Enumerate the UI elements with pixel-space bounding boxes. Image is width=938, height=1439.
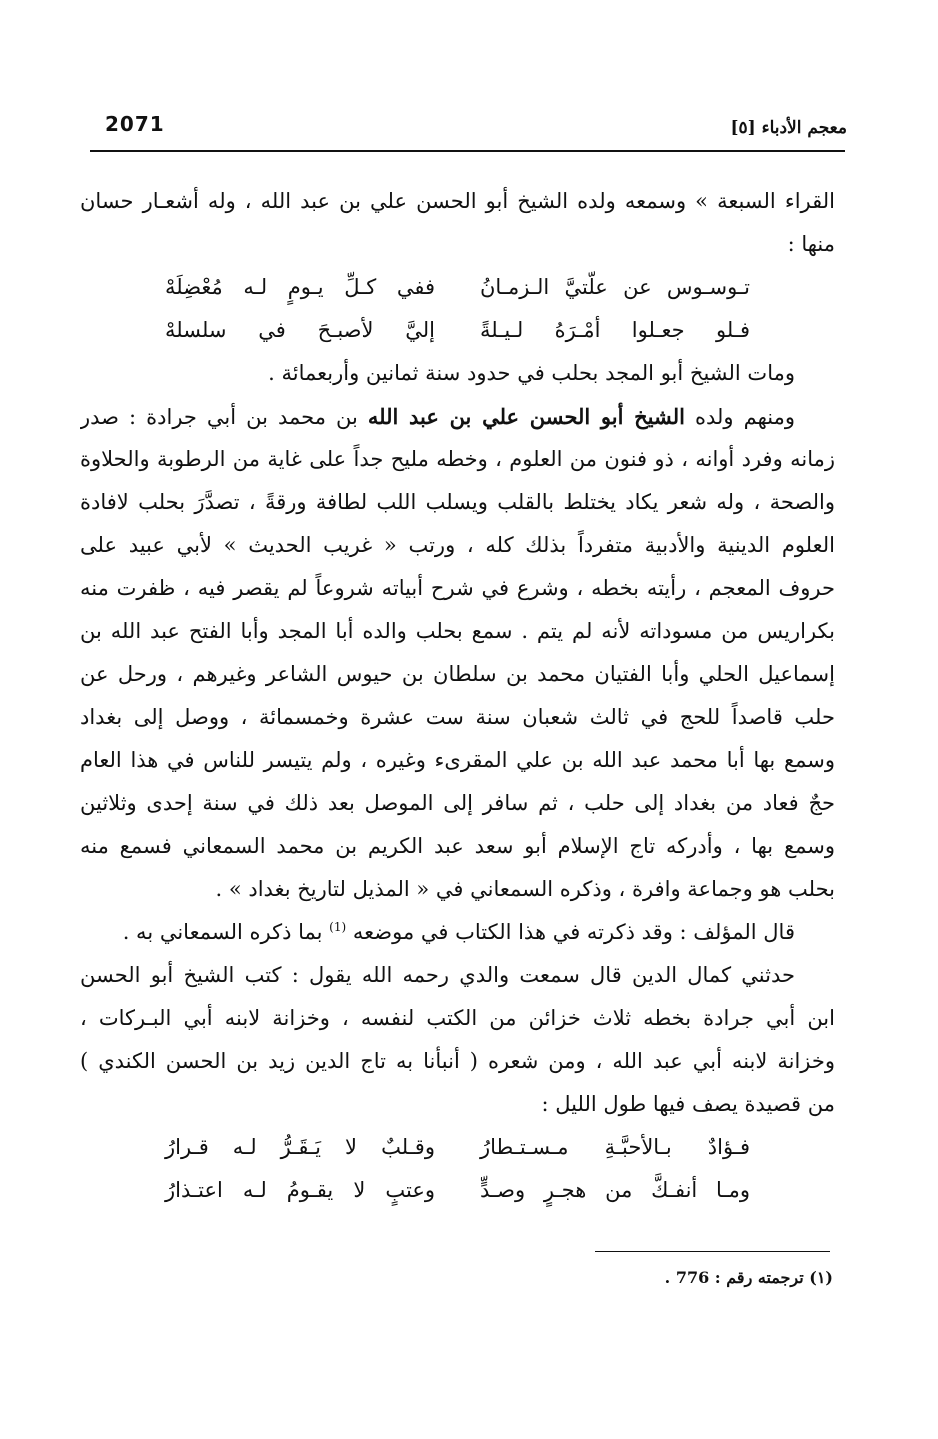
text-line: وخزانة لابنه أبي عبد الله ، ومن شعره ( أنبأنا به تاج الدين زيد بن الحسن الكندي ) bbox=[80, 1049, 835, 1073]
verse-line bbox=[80, 1169, 835, 1212]
text-line: بحلب هو وجماعة وافرة ، وذكره السمعاني في « المذيل لتاريخ بغداد » . bbox=[215, 877, 835, 901]
text-line: العلوم الدينية والأدبية متفرداً بذلك كله ، ورتب « غريب الحديث » لأبي عبيد على bbox=[80, 533, 835, 557]
text-line: والصحة ، وله شعر يكاد يختلط بالقلب ويسلب اللب لطافة ورقةً ، تصدَّرَ بحلب لافادة bbox=[80, 490, 835, 514]
verse-line bbox=[80, 266, 835, 309]
footnote-rule bbox=[595, 1251, 830, 1252]
text-line: وسمع بها أبا محمد عبد الله بن علي المقرىء وغيره ، ولم يتيسر للناس في هذا العام bbox=[80, 748, 835, 772]
text-line: إسماعيل الحلي وأبا الفتيان محمد بن سلطان بن حيوس الشاعر وغيرهم ، ورحل عن bbox=[80, 662, 835, 686]
text-span: بن محمد بن أبي جرادة : صدر bbox=[80, 405, 368, 429]
text-line: القراء السبعة » وسمعه ولده الشيخ أبو الحسن علي بن عبد الله ، وله أشعـار حسان bbox=[80, 189, 835, 213]
verse-hemistich-second: وعتبٍ لا يقـومُ لـه اعتـذارُ bbox=[165, 1178, 435, 1202]
text-span: ومنهم ولده bbox=[684, 405, 795, 429]
text-line: حدثني كمال الدين قال سمعت والدي رحمه الله يقول : كتب الشيخ أبو الحسن bbox=[80, 963, 795, 987]
verse-line bbox=[80, 1126, 835, 1169]
verse-hemistich-first: فـلو جعـلوا أمْـرَهُ لـيـلةً bbox=[480, 318, 750, 342]
verse-hemistich-first: تـوسـوس عن علّتيَّ الـزمـانُ bbox=[480, 275, 750, 299]
main-text bbox=[80, 180, 835, 1212]
text-line bbox=[80, 911, 835, 954]
footnote-reference[interactable]: (1) bbox=[329, 920, 347, 934]
biography-subject-name: الشيخ أبو الحسن علي بن عبد الله bbox=[367, 404, 685, 429]
verse-hemistich-second: ففي كـلِّ يـومٍ لـه مُعْضِلَهْ bbox=[165, 275, 435, 299]
text-span: قال المؤلف : وقد ذكرته في هذا الكتاب في موضعه bbox=[352, 920, 795, 944]
page-header bbox=[95, 112, 847, 148]
text-line bbox=[80, 395, 835, 438]
text-line: ومات الشيخ أبو المجد بحلب في حدود سنة ثمانين وأربعمائة . bbox=[268, 361, 795, 385]
page-number: 2071 bbox=[105, 112, 165, 136]
footnote: (١) ترجمته رقم : 776 . bbox=[664, 1268, 833, 1287]
text-line: بكراريس من مسوداته لأنه لم يتم . سمع بحلب والده أبا المجد وأبا الفتح عبد الله بن bbox=[80, 619, 835, 643]
text-line: منها : bbox=[787, 232, 835, 256]
text-line: حجٌ فعاد من بغداد إلى حلب ، ثم سافر إلى الموصل بعد ذلك في سنة إحدى وثلاثين bbox=[80, 791, 835, 815]
text-line: وسمع بها ، وأدركه تاج الإسلام أبو سعد عبد الكريم بن محمد السمعاني فسمع منه bbox=[80, 834, 835, 858]
verse-line bbox=[80, 309, 835, 352]
text-line: من قصيدة يصف فيها طول الليل : bbox=[541, 1092, 835, 1116]
verse-hemistich-second: إليَّ لأصبـحَ في سلسلهْ bbox=[165, 318, 435, 342]
text-line: زمانه وفرد أوانه ، ذو فنون من العلوم ، وخطه مليح جداً على غاية من الرطوبة والحلاوة bbox=[80, 447, 835, 471]
text-line: حلب قاصداً للحج في ثالث شعبان سنة ست عشرة وخمسمائة ، ووصل إلى بغداد bbox=[80, 705, 835, 729]
text-line: حروف المعجم ، رأيته بخطه ، وشرع في شرح أبياته شروعاً لم يقصر فيه ، ظفرت منه bbox=[80, 576, 835, 600]
verse-hemistich-first: ومـا أنفـكَّ من هجـرٍ وصـدٍّ bbox=[480, 1178, 750, 1202]
text-line: ابن أبي جرادة بخطه ثلاث خزائن من الكتب لنفسه ، وخزانة لابنه أبي البـركات ، bbox=[80, 1006, 835, 1030]
running-title: معجم الأدباء [٥] bbox=[730, 118, 847, 138]
text-span: بما ذكره السمعاني به . bbox=[122, 920, 330, 944]
header-rule bbox=[90, 150, 845, 152]
verse-hemistich-first: فـؤادٌ بـالأحبَّـةِ مـسـتـطارُ bbox=[480, 1135, 750, 1159]
verse-hemistich-second: وقـلبٌ لا يَـقَـرُّ لـه قـرارُ bbox=[165, 1135, 435, 1159]
